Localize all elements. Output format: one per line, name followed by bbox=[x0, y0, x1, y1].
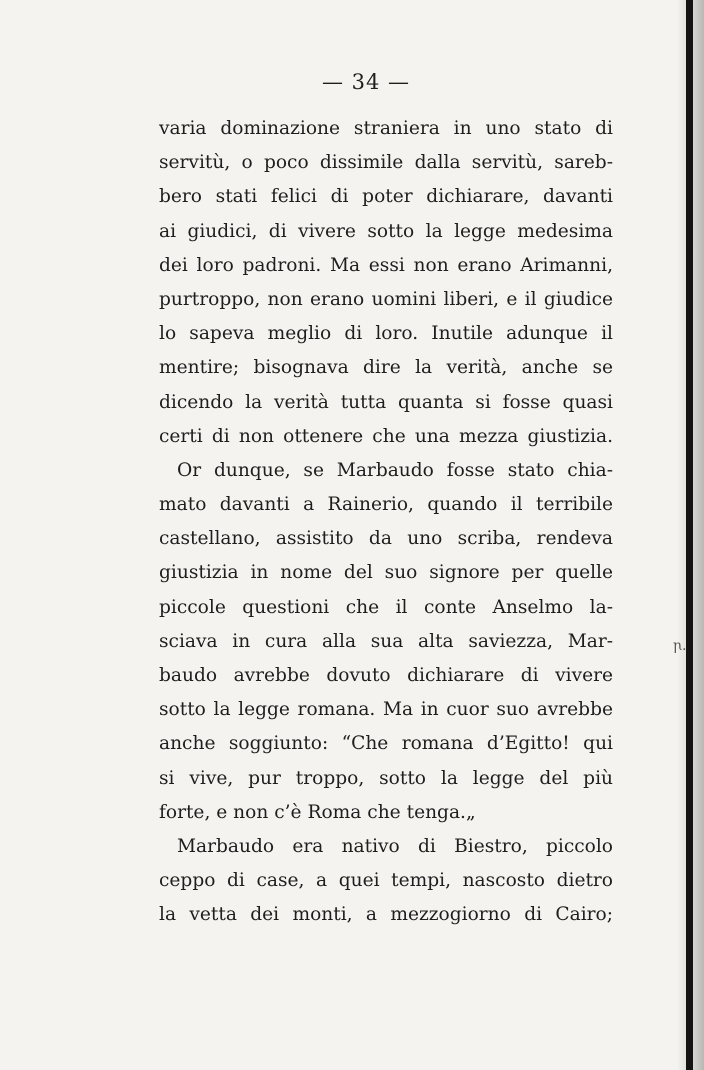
text-line: Marbaudo era nativo di Biestro, piccolo bbox=[177, 835, 613, 857]
text-line: dicendo la verità tutta quanta si fosse quasi bbox=[159, 391, 613, 413]
text-line: sciava in cura alla sua alta saviezza, Mar- bbox=[159, 630, 613, 652]
text-line: giustizia in nome del suo signore per quelle bbox=[159, 562, 613, 584]
text-line: ceppo di case, a quei tempi, nascosto dietro bbox=[159, 870, 613, 892]
text-line: certi di non ottenere che una mezza giustizia. bbox=[159, 425, 613, 447]
text-line: Or dunque, se Marbaudo fosse stato chia- bbox=[177, 459, 613, 481]
paragraph-1 bbox=[159, 112, 613, 454]
text-line: servitù, o poco dissimile dalla servitù, sareb- bbox=[159, 152, 613, 174]
body-text bbox=[159, 112, 613, 933]
paragraph-2 bbox=[159, 454, 613, 830]
text-line: dei loro padroni. Ma essi non erano Arimanni, bbox=[159, 254, 613, 276]
margin-mark: ꞃ. bbox=[673, 638, 687, 654]
text-line: baudo avrebbe dovuto dichiarare di vivere bbox=[159, 665, 613, 686]
text-line: mato davanti a Rainerio, quando il terribile bbox=[159, 494, 613, 516]
text-line: castellano, assistito da uno scriba, rendeva bbox=[159, 528, 613, 550]
text-line: la vetta dei monti, a mezzogiorno di Cairo; bbox=[159, 904, 613, 926]
text-line: varia dominazione straniera in uno stato di bbox=[159, 118, 613, 139]
page-number: — 34 — bbox=[321, 70, 411, 94]
text-line: anche soggiunto: “Che romana d’Egitto! qui bbox=[159, 733, 613, 755]
text-line: forte, e non c’è Roma che tenga.„ bbox=[159, 801, 476, 823]
text-line: purtroppo, non erano uomini liberi, e il giudice bbox=[159, 288, 613, 310]
text-line: piccole questioni che il conte Anselmo la- bbox=[159, 596, 613, 618]
text-line: bero stati felici di poter dichiarare, davanti bbox=[159, 186, 613, 208]
text-line: si vive, pur troppo, sotto la legge del più bbox=[159, 767, 613, 789]
text-line: sotto la legge romana. Ma in cuor suo avrebbe bbox=[159, 699, 613, 721]
text-line: lo sapeva meglio di loro. Inutile adunque il bbox=[159, 323, 613, 345]
text-line: mentire; bisognava dire la verità, anche se bbox=[159, 357, 613, 379]
page-binding-edge bbox=[686, 0, 693, 1070]
paragraph-3 bbox=[159, 830, 613, 933]
text-line: ai giudici, di vivere sotto la legge medesima bbox=[159, 220, 613, 242]
